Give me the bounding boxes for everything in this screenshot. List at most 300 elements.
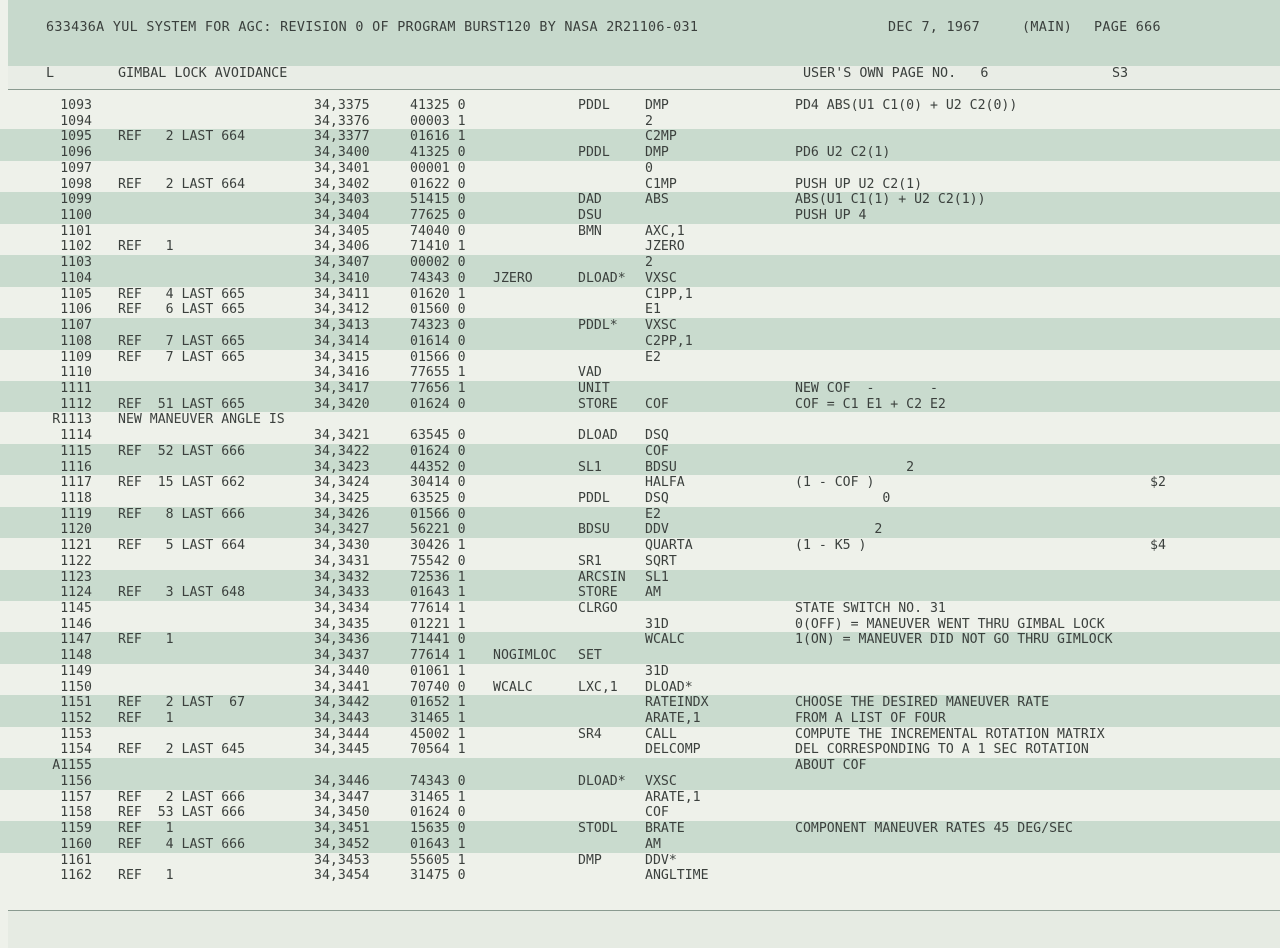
row-opcode: STORE bbox=[578, 396, 618, 412]
row-line-number: 1096 bbox=[60, 145, 92, 161]
row-address: 34,3447 bbox=[314, 789, 370, 805]
row-operand: C2PP,1 bbox=[645, 333, 693, 349]
row-comment: (1 - K5 ) bbox=[795, 538, 867, 554]
row-reference: REF 51 LAST 665 bbox=[118, 396, 246, 412]
row-address: 34,3451 bbox=[314, 821, 370, 837]
row-comment: PD6 U2 C2(1) bbox=[795, 145, 891, 161]
row-octal-word: 71441 0 bbox=[410, 632, 466, 648]
row-reference: REF 6 LAST 665 bbox=[118, 302, 246, 318]
row-operand: 2 bbox=[645, 113, 653, 129]
row-opcode: PDDL bbox=[578, 98, 610, 113]
row-reference: REF 2 LAST 664 bbox=[118, 176, 246, 192]
row-opcode: SR1 bbox=[578, 553, 602, 569]
listing-row bbox=[0, 381, 1280, 397]
row-address: 34,3445 bbox=[314, 742, 370, 758]
listing-row bbox=[0, 177, 1280, 193]
row-operand: ARATE,1 bbox=[645, 789, 701, 805]
row-address: 34,3422 bbox=[314, 443, 370, 459]
row-address: 34,3444 bbox=[314, 726, 370, 742]
row-line-number: 1161 bbox=[60, 852, 92, 868]
listing-row bbox=[0, 522, 1280, 538]
listing-row bbox=[0, 790, 1280, 806]
row-reference: REF 1 bbox=[118, 868, 174, 884]
row-address: 34,3440 bbox=[314, 663, 370, 679]
row-line-number: 1112 bbox=[60, 396, 92, 412]
listing-row bbox=[0, 412, 1280, 428]
footer-band bbox=[8, 910, 1280, 948]
row-reference: NEW MANEUVER ANGLE IS bbox=[118, 412, 285, 428]
row-operand: SQRT bbox=[645, 553, 677, 569]
row-operand: DLOAD* bbox=[645, 679, 693, 695]
row-line-number: 1162 bbox=[60, 868, 92, 884]
listing-row bbox=[0, 758, 1280, 774]
row-comment: COMPONENT MANEUVER RATES 45 DEG/SEC bbox=[795, 821, 1073, 837]
row-line-number: 1099 bbox=[60, 192, 92, 208]
row-address: 34,3377 bbox=[314, 129, 370, 145]
row-address: 34,3406 bbox=[314, 239, 370, 255]
row-comment: 0(OFF) = MANEUVER WENT THRU GIMBAL LOCK bbox=[795, 616, 1105, 632]
row-address: 34,3424 bbox=[314, 475, 370, 491]
row-line-number: 1123 bbox=[60, 569, 92, 585]
row-address: 34,3404 bbox=[314, 208, 370, 224]
subheader-flag: L bbox=[46, 66, 55, 81]
row-line-number: 1103 bbox=[60, 255, 92, 271]
row-octal-word: 70740 0 bbox=[410, 679, 466, 695]
user-page: USER'S OWN PAGE NO. 6 bbox=[803, 66, 989, 81]
row-operand: CALL bbox=[645, 726, 677, 742]
listing-row bbox=[0, 444, 1280, 460]
row-comment: 1(ON) = MANEUVER DID NOT GO THRU GIMLOCK bbox=[795, 632, 1113, 648]
row-octal-word: 77614 1 bbox=[410, 648, 466, 664]
listing-row bbox=[0, 334, 1280, 350]
row-opcode: PDDL* bbox=[578, 318, 618, 334]
page-number: PAGE 666 bbox=[1094, 20, 1161, 35]
row-line-number: 1115 bbox=[60, 443, 92, 459]
row-comment: PD4 ABS(U1 C1(0) + U2 C2(0)) bbox=[795, 98, 1018, 113]
row-octal-word: 44352 0 bbox=[410, 459, 466, 475]
row-operand: 31D bbox=[645, 663, 669, 679]
listing-row bbox=[0, 585, 1280, 601]
listing-row bbox=[0, 617, 1280, 633]
row-opcode: DAD bbox=[578, 192, 602, 208]
row-octal-word: 77614 1 bbox=[410, 601, 466, 616]
row-line-number: 1109 bbox=[60, 349, 92, 365]
row-opcode: SET bbox=[578, 648, 602, 664]
row-reference: REF 4 LAST 666 bbox=[118, 836, 246, 852]
listing-row bbox=[0, 853, 1280, 869]
row-octal-word: 01622 0 bbox=[410, 176, 466, 192]
row-line-number: 1151 bbox=[60, 695, 92, 711]
row-octal-word: 74040 0 bbox=[410, 223, 466, 239]
row-line-number: 1146 bbox=[60, 616, 92, 632]
row-opcode: DSU bbox=[578, 208, 602, 224]
row-line-number: 1104 bbox=[60, 270, 92, 286]
row-address: 34,3414 bbox=[314, 333, 370, 349]
row-comment: NEW COF - - bbox=[795, 380, 938, 396]
listing-row bbox=[0, 98, 1280, 114]
listing-row bbox=[0, 271, 1280, 287]
listing-row bbox=[0, 318, 1280, 334]
listing-row bbox=[0, 837, 1280, 853]
row-octal-word: 31465 1 bbox=[410, 789, 466, 805]
row-comment: COMPUTE THE INCREMENTAL ROTATION MATRIX bbox=[795, 726, 1105, 742]
row-reference: REF 52 LAST 666 bbox=[118, 443, 246, 459]
row-octal-word: 01643 1 bbox=[410, 585, 466, 601]
row-reference: REF 8 LAST 666 bbox=[118, 506, 246, 522]
row-address: 34,3450 bbox=[314, 805, 370, 821]
row-address: 34,3443 bbox=[314, 711, 370, 727]
row-octal-word: 30426 1 bbox=[410, 538, 466, 554]
row-octal-word: 15635 0 bbox=[410, 821, 466, 837]
row-octal-word: 74343 0 bbox=[410, 773, 466, 789]
row-address: 34,3423 bbox=[314, 459, 370, 475]
listing-row bbox=[0, 129, 1280, 145]
row-opcode: STORE bbox=[578, 585, 618, 601]
row-octal-word: 41325 0 bbox=[410, 98, 466, 113]
row-address: 34,3426 bbox=[314, 506, 370, 522]
row-operand: QUARTA bbox=[645, 538, 693, 554]
row-operand: C1PP,1 bbox=[645, 286, 693, 302]
s-code: S3 bbox=[1112, 66, 1129, 81]
row-line-number: 1095 bbox=[60, 129, 92, 145]
row-reference: REF 1 bbox=[118, 239, 174, 255]
row-octal-word: 01566 0 bbox=[410, 506, 466, 522]
row-line-number: 1121 bbox=[60, 538, 92, 554]
row-marker: $2 bbox=[1150, 475, 1166, 491]
listing-row bbox=[0, 161, 1280, 177]
listing-row bbox=[0, 475, 1280, 491]
row-comment: COF = C1 E1 + C2 E2 bbox=[795, 396, 946, 412]
listing-row bbox=[0, 774, 1280, 790]
row-label: NOGIMLOC bbox=[493, 648, 557, 664]
listing-section: (MAIN) bbox=[1022, 20, 1073, 35]
row-reference: REF 2 LAST 645 bbox=[118, 742, 246, 758]
row-comment: PUSH UP U2 C2(1) bbox=[795, 176, 923, 192]
row-operand: COF bbox=[645, 443, 669, 459]
row-comment: 2 bbox=[795, 522, 883, 538]
row-reference: REF 1 bbox=[118, 711, 174, 727]
listing-row bbox=[0, 821, 1280, 837]
row-line-number: 1108 bbox=[60, 333, 92, 349]
row-operand: JZERO bbox=[645, 239, 685, 255]
row-operand: COF bbox=[645, 805, 669, 821]
row-operand: AM bbox=[645, 836, 661, 852]
row-line-number: 1097 bbox=[60, 160, 92, 176]
row-octal-word: 01560 0 bbox=[410, 302, 466, 318]
row-address: 34,3400 bbox=[314, 145, 370, 161]
listing-row bbox=[0, 491, 1280, 507]
row-octal-word: 70564 1 bbox=[410, 742, 466, 758]
listing-row bbox=[0, 397, 1280, 413]
row-line-number: 1157 bbox=[60, 789, 92, 805]
row-reference: REF 2 LAST 664 bbox=[118, 129, 246, 145]
listing-row bbox=[0, 601, 1280, 617]
listing-row bbox=[0, 145, 1280, 161]
row-octal-word: 31465 1 bbox=[410, 711, 466, 727]
row-octal-word: 01614 0 bbox=[410, 333, 466, 349]
row-address: 34,3376 bbox=[314, 113, 370, 129]
row-address: 34,3446 bbox=[314, 773, 370, 789]
row-operand: ANGLTIME bbox=[645, 868, 709, 884]
row-line-number: R1113 bbox=[52, 412, 92, 428]
row-address: 34,3417 bbox=[314, 380, 370, 396]
listing-row bbox=[0, 711, 1280, 727]
row-line-number: 1105 bbox=[60, 286, 92, 302]
row-line-number: 1160 bbox=[60, 836, 92, 852]
row-address: 34,3452 bbox=[314, 836, 370, 852]
listing-row bbox=[0, 350, 1280, 366]
row-comment: DEL CORRESPONDING TO A 1 SEC ROTATION bbox=[795, 742, 1089, 758]
row-line-number: 1158 bbox=[60, 805, 92, 821]
row-octal-word: 75542 0 bbox=[410, 553, 466, 569]
row-octal-word: 00001 0 bbox=[410, 160, 466, 176]
row-octal-word: 63525 0 bbox=[410, 490, 466, 506]
row-address: 34,3402 bbox=[314, 176, 370, 192]
listing-row bbox=[0, 695, 1280, 711]
row-line-number: 1148 bbox=[60, 648, 92, 664]
row-operand: ARATE,1 bbox=[645, 711, 701, 727]
row-octal-word: 56221 0 bbox=[410, 522, 466, 538]
row-line-number: 1124 bbox=[60, 585, 92, 601]
row-operand: 0 bbox=[645, 160, 653, 176]
listing-row bbox=[0, 365, 1280, 381]
row-address: 34,3415 bbox=[314, 349, 370, 365]
row-octal-word: 41325 0 bbox=[410, 145, 466, 161]
row-line-number: 1110 bbox=[60, 365, 92, 381]
row-octal-word: 55605 1 bbox=[410, 852, 466, 868]
row-address: 34,3401 bbox=[314, 160, 370, 176]
row-address: 34,3420 bbox=[314, 396, 370, 412]
row-address: 34,3403 bbox=[314, 192, 370, 208]
listing-row bbox=[0, 805, 1280, 821]
row-address: 34,3421 bbox=[314, 428, 370, 444]
row-label: WCALC bbox=[493, 679, 533, 695]
row-operand: DELCOMP bbox=[645, 742, 701, 758]
row-comment: 0 bbox=[795, 490, 891, 506]
listing-row bbox=[0, 192, 1280, 208]
row-line-number: 1118 bbox=[60, 490, 92, 506]
row-comment: ABS(U1 C1(1) + U2 C2(1)) bbox=[795, 192, 986, 208]
listing-row bbox=[0, 664, 1280, 680]
row-operand: C2MP bbox=[645, 129, 677, 145]
listing-row bbox=[0, 680, 1280, 696]
row-operand: DDV* bbox=[645, 852, 677, 868]
listing-row bbox=[0, 554, 1280, 570]
row-operand: E2 bbox=[645, 506, 661, 522]
row-reference: REF 3 LAST 648 bbox=[118, 585, 246, 601]
row-address: 34,3441 bbox=[314, 679, 370, 695]
row-octal-word: 71410 1 bbox=[410, 239, 466, 255]
listing-title: 633436A YUL SYSTEM FOR AGC: REVISION 0 OF PROGRAM BURST120 BY NASA 2R21106-031 bbox=[46, 20, 699, 35]
row-reference: REF 7 LAST 665 bbox=[118, 333, 246, 349]
row-operand: COF bbox=[645, 396, 669, 412]
row-octal-word: 74323 0 bbox=[410, 318, 466, 334]
row-operand: DDV bbox=[645, 522, 669, 538]
row-comment: FROM A LIST OF FOUR bbox=[795, 711, 946, 727]
row-comment: (1 - COF ) bbox=[795, 475, 875, 491]
row-address: 34,3407 bbox=[314, 255, 370, 271]
listing-row bbox=[0, 302, 1280, 318]
row-octal-word: 01624 0 bbox=[410, 396, 466, 412]
row-operand: ABS bbox=[645, 192, 669, 208]
row-opcode: BMN bbox=[578, 223, 602, 239]
listing-row bbox=[0, 224, 1280, 240]
row-operand: RATEINDX bbox=[645, 695, 709, 711]
row-octal-word: 31475 0 bbox=[410, 868, 466, 884]
row-reference: REF 1 bbox=[118, 821, 174, 837]
row-octal-word: 63545 0 bbox=[410, 428, 466, 444]
row-octal-word: 01566 0 bbox=[410, 349, 466, 365]
row-operand: BRATE bbox=[645, 821, 685, 837]
row-opcode: LXC,1 bbox=[578, 679, 618, 695]
row-address: 34,3431 bbox=[314, 553, 370, 569]
row-address: 34,3436 bbox=[314, 632, 370, 648]
row-opcode: DLOAD* bbox=[578, 270, 626, 286]
row-comment: CHOOSE THE DESIRED MANEUVER RATE bbox=[795, 695, 1050, 711]
row-octal-word: 01624 0 bbox=[410, 805, 466, 821]
row-reference: REF 4 LAST 665 bbox=[118, 286, 246, 302]
row-address: 34,3454 bbox=[314, 868, 370, 884]
row-line-number: 1145 bbox=[60, 601, 92, 616]
row-line-number: A1155 bbox=[52, 758, 92, 774]
row-label: JZERO bbox=[493, 270, 533, 286]
row-comment: STATE SWITCH NO. 31 bbox=[795, 601, 946, 616]
row-address: 34,3425 bbox=[314, 490, 370, 506]
row-line-number: 1100 bbox=[60, 208, 92, 224]
row-opcode: CLRGO bbox=[578, 601, 618, 616]
listing-row bbox=[0, 868, 1280, 884]
row-line-number: 1150 bbox=[60, 679, 92, 695]
row-operand: HALFA bbox=[645, 475, 685, 491]
row-marker: $4 bbox=[1150, 538, 1166, 554]
row-address: 34,3411 bbox=[314, 286, 370, 302]
row-address: 34,3410 bbox=[314, 270, 370, 286]
row-line-number: 1093 bbox=[60, 98, 92, 113]
row-operand: VXSC bbox=[645, 318, 677, 334]
row-address: 34,3437 bbox=[314, 648, 370, 664]
row-octal-word: 01061 1 bbox=[410, 663, 466, 679]
row-opcode: SR4 bbox=[578, 726, 602, 742]
row-operand: DSQ bbox=[645, 428, 669, 444]
row-line-number: 1107 bbox=[60, 318, 92, 334]
row-reference: REF 2 LAST 67 bbox=[118, 695, 246, 711]
row-opcode: DMP bbox=[578, 852, 602, 868]
row-octal-word: 01221 1 bbox=[410, 616, 466, 632]
listing-row bbox=[0, 742, 1280, 758]
listing-row bbox=[0, 287, 1280, 303]
row-line-number: 1122 bbox=[60, 553, 92, 569]
row-octal-word: 01652 1 bbox=[410, 695, 466, 711]
row-comment: ABOUT COF bbox=[795, 758, 867, 774]
row-operand: SL1 bbox=[645, 569, 669, 585]
row-line-number: 1152 bbox=[60, 711, 92, 727]
row-line-number: 1094 bbox=[60, 113, 92, 129]
listing-row bbox=[0, 114, 1280, 130]
row-octal-word: 01620 1 bbox=[410, 286, 466, 302]
listing-row bbox=[0, 460, 1280, 476]
row-opcode: PDDL bbox=[578, 490, 610, 506]
row-octal-word: 77655 1 bbox=[410, 365, 466, 381]
row-address: 34,3416 bbox=[314, 365, 370, 381]
row-opcode: DLOAD bbox=[578, 428, 618, 444]
row-line-number: 1159 bbox=[60, 821, 92, 837]
row-reference: REF 5 LAST 664 bbox=[118, 538, 246, 554]
listing-rows bbox=[0, 98, 1280, 884]
row-line-number: 1102 bbox=[60, 239, 92, 255]
row-operand: WCALC bbox=[645, 632, 685, 648]
row-opcode: UNIT bbox=[578, 380, 610, 396]
row-opcode: SL1 bbox=[578, 459, 602, 475]
row-line-number: 1147 bbox=[60, 632, 92, 648]
row-reference: REF 7 LAST 665 bbox=[118, 349, 246, 365]
row-octal-word: 00002 0 bbox=[410, 255, 466, 271]
row-line-number: 1120 bbox=[60, 522, 92, 538]
row-octal-word: 77625 0 bbox=[410, 208, 466, 224]
row-comment: 2 bbox=[795, 459, 915, 475]
row-line-number: 1154 bbox=[60, 742, 92, 758]
row-operand: VXSC bbox=[645, 270, 677, 286]
listing-row bbox=[0, 538, 1280, 554]
subroutine-title: GIMBAL LOCK AVOIDANCE bbox=[118, 66, 288, 81]
row-line-number: 1106 bbox=[60, 302, 92, 318]
row-address: 34,3412 bbox=[314, 302, 370, 318]
row-operand: AM bbox=[645, 585, 661, 601]
row-octal-word: 72536 1 bbox=[410, 569, 466, 585]
row-line-number: 1098 bbox=[60, 176, 92, 192]
row-octal-word: 51415 0 bbox=[410, 192, 466, 208]
row-opcode: DLOAD* bbox=[578, 773, 626, 789]
row-address: 34,3442 bbox=[314, 695, 370, 711]
row-operand: DMP bbox=[645, 98, 669, 113]
row-address: 34,3432 bbox=[314, 569, 370, 585]
row-reference: REF 53 LAST 666 bbox=[118, 805, 246, 821]
row-operand: BDSU bbox=[645, 459, 677, 475]
row-octal-word: 30414 0 bbox=[410, 475, 466, 491]
row-address: 34,3430 bbox=[314, 538, 370, 554]
row-operand: 2 bbox=[645, 255, 653, 271]
row-operand: VXSC bbox=[645, 773, 677, 789]
row-octal-word: 45002 1 bbox=[410, 726, 466, 742]
row-operand: E2 bbox=[645, 349, 661, 365]
row-operand: C1MP bbox=[645, 176, 677, 192]
row-octal-word: 01616 1 bbox=[410, 129, 466, 145]
row-address: 34,3453 bbox=[314, 852, 370, 868]
row-operand: E1 bbox=[645, 302, 661, 318]
row-operand: DMP bbox=[645, 145, 669, 161]
row-line-number: 1119 bbox=[60, 506, 92, 522]
row-line-number: 1101 bbox=[60, 223, 92, 239]
row-line-number: 1116 bbox=[60, 459, 92, 475]
row-opcode: STODL bbox=[578, 821, 618, 837]
row-octal-word: 00003 1 bbox=[410, 113, 466, 129]
listing-row bbox=[0, 239, 1280, 255]
row-comment: PUSH UP 4 bbox=[795, 208, 867, 224]
row-address: 34,3433 bbox=[314, 585, 370, 601]
row-reference: REF 1 bbox=[118, 632, 174, 648]
listing-row bbox=[0, 570, 1280, 586]
row-operand: AXC,1 bbox=[645, 223, 685, 239]
row-line-number: 1111 bbox=[60, 380, 92, 396]
row-address: 34,3375 bbox=[314, 98, 370, 113]
row-address: 34,3434 bbox=[314, 601, 370, 616]
listing-row bbox=[0, 428, 1280, 444]
row-octal-word: 01624 0 bbox=[410, 443, 466, 459]
row-operand: DSQ bbox=[645, 490, 669, 506]
row-opcode: PDDL bbox=[578, 145, 610, 161]
listing-row bbox=[0, 208, 1280, 224]
row-octal-word: 01643 1 bbox=[410, 836, 466, 852]
row-reference: REF 2 LAST 666 bbox=[118, 789, 246, 805]
